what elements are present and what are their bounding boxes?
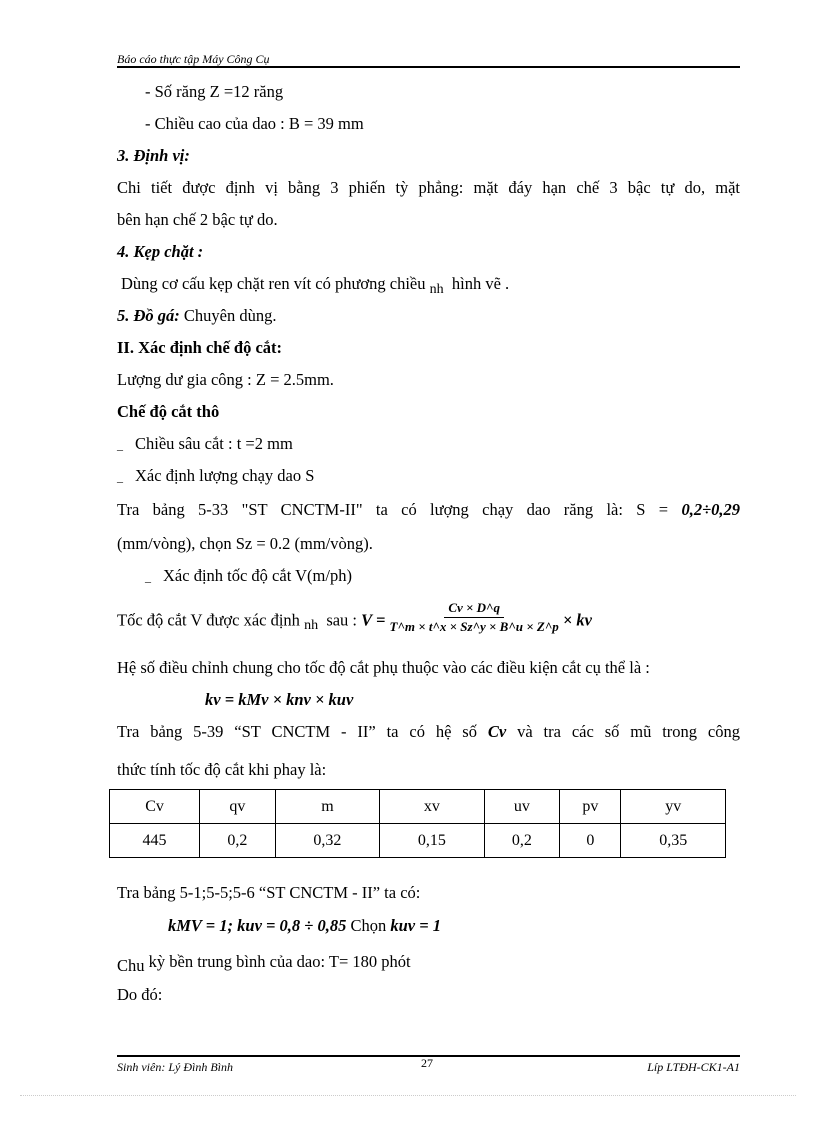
table-header-cell: pv <box>560 790 621 824</box>
text-line <box>117 306 277 326</box>
dash-bullet: _ <box>117 470 123 484</box>
bullet-line <box>117 434 293 454</box>
table-cell: 0,2 <box>484 824 560 858</box>
text-line: Lượng dư gia công : Z = 2.5mm. <box>117 370 334 389</box>
text-line: (mm/vòng), chọn Sz = 0.2 (mm/vòng). <box>117 534 373 553</box>
text-line: Tra bảng 5-1;5-5;5-6 “ST CNCTM - II” ta có: <box>117 883 421 902</box>
text-segment: Chuyên dùng. <box>183 306 277 325</box>
text-line: - Chiều cao của dao : B = 39 mm <box>145 114 364 133</box>
text-line: Hệ số điều chỉnh chung cho tốc độ cắt phụ thuộc vào các điều kiện cắt cụ thể là : <box>117 658 650 677</box>
text-segment: Xác định lượng chạy dao S <box>135 466 315 485</box>
text-line <box>117 952 411 975</box>
text-segment: nh <box>429 282 444 297</box>
footer-student: Sinh viên: Lý Đình Bình <box>117 1060 233 1074</box>
heading-section-ii: II. Xác định chế độ cắt: <box>117 338 283 357</box>
table-header-row <box>110 790 726 824</box>
k-values: kMV = 1; kuv = 0,8 ÷ 0,85 <box>168 916 347 935</box>
table-cell: 0,15 <box>380 824 484 858</box>
heading-kep-chat: 4. Kẹp chặt : <box>117 242 204 261</box>
formula-denominator: T^m × t^x × Sz^y × B^u × Z^p <box>389 619 559 634</box>
dash-bullet: _ <box>145 570 151 584</box>
text-line: Do đó: <box>117 985 163 1004</box>
formula-v-lhs: V = <box>361 610 386 630</box>
formula-kv: kv = kMv × knv × kuv <box>205 690 354 709</box>
formula-v-fraction <box>390 600 559 635</box>
k-chosen: kuv = 1 <box>390 916 442 935</box>
text-line <box>117 722 740 742</box>
header-title: Báo cáo thực tập Máy Công Cụ <box>117 52 270 66</box>
table-cell: 0 <box>560 824 621 858</box>
table-cell: 445 <box>110 824 200 858</box>
text-line: bên hạn chế 2 bậc tự do. <box>117 210 278 229</box>
formula-numerator: Cv × D^q <box>444 600 504 618</box>
heading-che-do-tho: Chế độ cắt thô <box>117 402 220 421</box>
table-header-cell: uv <box>484 790 560 824</box>
text-segment: Chiều sâu cắt : t =2 mm <box>135 434 293 453</box>
table-header-cell: qv <box>200 790 276 824</box>
page-number: 27 <box>421 1056 433 1070</box>
heading-do-ga: 5. Đồ gá: <box>117 306 180 325</box>
footer-class: Líp LTĐH-CK1-A1 <box>647 1060 740 1074</box>
bullet-line <box>145 566 352 586</box>
table-cell: 0,32 <box>275 824 379 858</box>
table-cell: 0,35 <box>621 824 726 858</box>
table-row <box>110 824 726 858</box>
text-line <box>117 500 740 520</box>
page-edge-divider <box>20 1095 796 1096</box>
text-segment: nh <box>304 618 319 634</box>
text-segment: Tra bảng 5-39 “ST CNCTM - II” ta có hệ số <box>117 722 477 741</box>
text-line: Chi tiết được định vị bằng 3 phiến tỳ phẳng: mặt đáy hạn chế 3 bậc tự do, mặt <box>117 178 740 197</box>
text-segment: Tốc độ cắt V được xác định <box>117 610 300 630</box>
dash-bullet: _ <box>117 438 123 452</box>
table-header-cell: yv <box>621 790 726 824</box>
text-segment: sau : <box>326 610 358 630</box>
table-header-cell: xv <box>380 790 484 824</box>
formula-line <box>117 600 592 639</box>
heading-dinh-vi: 3. Định vị: <box>117 146 190 165</box>
text-line: thức tính tốc độ cắt khi phay là: <box>117 760 327 779</box>
text-segment: và tra các số mũ trong công <box>517 722 740 741</box>
formula-line <box>168 916 441 936</box>
table-header-cell: Cv <box>110 790 200 824</box>
table-header-cell: m <box>275 790 379 824</box>
text-segment: Tra bảng 5-33 "ST CNCTM-II" ta có lượng chạy dao răng là: S = <box>117 500 669 519</box>
text-segment: Dùng cơ cấu kẹp chặt ren vít có phương chiều <box>121 274 426 293</box>
text-segment: Chu <box>117 956 145 975</box>
text-line <box>121 274 510 297</box>
bullet-line <box>117 466 314 486</box>
table-cell: 0,2 <box>200 824 276 858</box>
formula-v-rhs: × kv <box>562 610 592 630</box>
s-range-value: 0,2÷0,29 <box>681 500 740 519</box>
header-divider <box>117 66 740 68</box>
text-segment: Xác định tốc độ cắt V(m/ph) <box>163 566 352 585</box>
cutting-parameters-table <box>109 789 726 858</box>
text-segment: hình vẽ . <box>451 274 510 293</box>
cv-symbol: Cv <box>487 722 507 741</box>
text-segment: Chọn <box>350 916 387 935</box>
text-line: - Số răng Z =12 răng <box>145 82 284 101</box>
text-segment: kỳ bền trung bình của dao: T= 180 phót <box>148 952 411 971</box>
